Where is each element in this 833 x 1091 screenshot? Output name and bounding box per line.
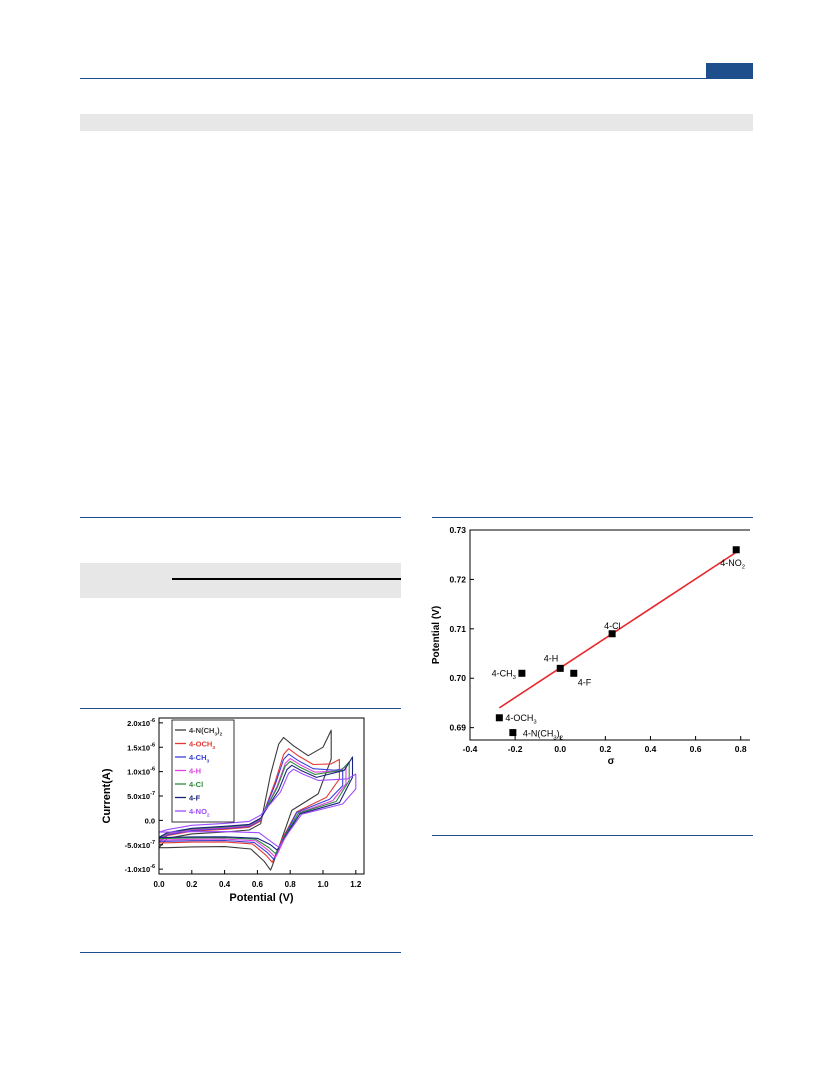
hammett-data-point <box>609 630 616 637</box>
cv-y-axis-label: Current(A) <box>101 768 113 824</box>
cv-legend-label: $4-OCH_3$ <box>189 739 216 751</box>
hammett-point-label: $4-N(CH_3)_2$ <box>522 728 563 742</box>
cv-y-tick-label: $5.0x10^{-7}$ <box>127 791 155 801</box>
hammett-y-tick-label: 0.72 <box>449 574 466 585</box>
hammett-x-tick-label: 0.4 <box>644 744 657 754</box>
cv-legend-label: $4-CH_3$ <box>189 753 210 765</box>
hammett-x-tick-label: 0.0 <box>554 744 567 754</box>
cv-legend-label: 4-F <box>189 793 201 803</box>
hammett-data-point <box>557 665 564 672</box>
hammett-x-tick-label: 0.6 <box>689 744 702 754</box>
cv-legend-label: $4-N(CH_3)_2$ <box>189 726 223 738</box>
hammett-point-label: $4-OCH_3$ <box>505 712 537 726</box>
hammett-data-point <box>518 670 525 677</box>
hammett-x-tick-label: 0.2 <box>599 744 612 754</box>
hammett-y-tick-label: 0.70 <box>449 673 466 684</box>
cv-legend-label: $4-NO_2$ <box>189 807 210 819</box>
hammett-point-label: $4-NO_2$ <box>720 557 745 571</box>
hammett-y-axis-label: Potential (V) <box>431 605 442 665</box>
cyclic-voltammogram-chart <box>100 712 400 912</box>
hammett-x-tick-label: -0.4 <box>462 744 478 754</box>
hammett-point-label: 4-H <box>543 653 559 664</box>
table-caption-band <box>80 114 753 131</box>
hammett-plot-chart <box>430 522 750 767</box>
cv-x-axis-label: Potential (V) <box>229 892 294 904</box>
cv-figure-rule-top <box>80 708 401 709</box>
left-column-rule-top <box>80 517 401 518</box>
cv-y-tick-label: $-1.0x10^{-6}$ <box>124 864 155 875</box>
hammett-point-label: 4-F <box>577 677 592 688</box>
cv-legend <box>172 720 234 822</box>
page-tab-marker <box>706 63 753 79</box>
cv-y-tick-label: 0.0 <box>144 816 155 826</box>
hammett-y-tick-label: 0.71 <box>449 623 466 634</box>
cv-x-tick-label: 1.2 <box>350 880 362 889</box>
cv-y-tick-label: $2.0x10^{-6}$ <box>127 717 155 728</box>
cv-x-tick-label: 0.6 <box>251 880 263 889</box>
cv-x-tick-label: 1.0 <box>317 880 329 889</box>
header-rule <box>80 78 753 79</box>
cv-legend-label: 4-H <box>189 766 202 776</box>
cv-x-tick-label: 0.0 <box>153 880 165 889</box>
cv-y-tick-label: $-5.0x10^{-7}$ <box>124 839 155 850</box>
hammett-data-point <box>509 729 516 736</box>
right-column-rule-top <box>432 517 753 518</box>
cv-x-tick-label: 0.8 <box>284 880 296 889</box>
hammett-figure-rule-bottom <box>432 835 753 836</box>
hammett-data-point <box>733 546 740 553</box>
cv-x-tick-label: 0.2 <box>186 880 198 889</box>
hammett-x-tick-label: -0.2 <box>507 744 523 754</box>
cv-x-tick-label: 0.4 <box>219 880 231 889</box>
left-table-rule <box>172 578 401 580</box>
hammett-data-point <box>570 670 577 677</box>
cv-y-tick-label: $1.0x10^{-6}$ <box>127 766 155 777</box>
hammett-x-axis-label: σ <box>607 756 615 767</box>
left-table-band <box>80 563 401 598</box>
cv-legend-label: 4-Cl <box>189 780 204 789</box>
hammett-y-tick-label: 0.69 <box>449 722 466 733</box>
hammett-point-label: $4-CH_3$ <box>491 668 516 681</box>
hammett-data-point <box>496 714 503 721</box>
hammett-x-tick-label: 0.8 <box>734 744 747 754</box>
hammett-y-tick-label: 0.73 <box>449 525 466 535</box>
cv-figure-rule-bottom <box>80 952 401 953</box>
cv-y-tick-label: $1.5x10^{-6}$ <box>127 742 155 753</box>
hammett-point-label: 4-Cl <box>604 620 621 631</box>
